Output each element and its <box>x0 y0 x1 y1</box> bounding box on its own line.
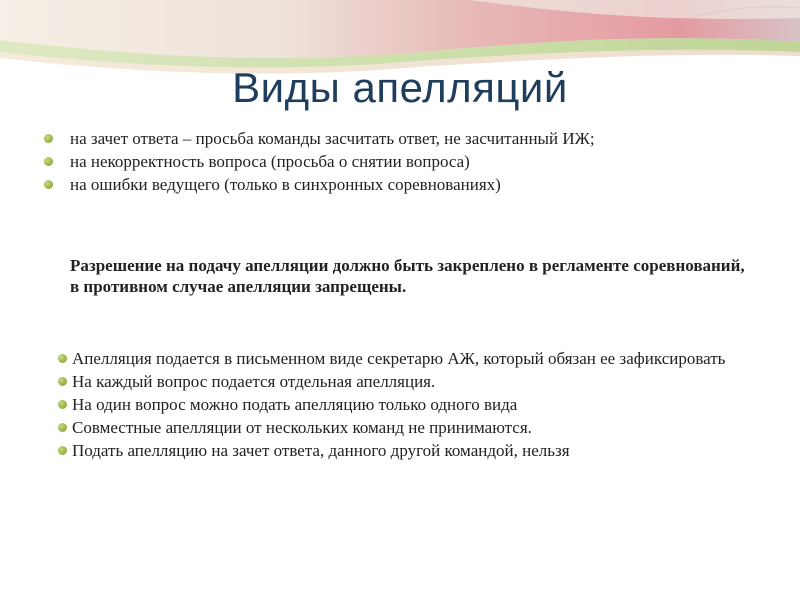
list-item-text: на некорректность вопроса (просьба о снятии вопроса) <box>70 152 470 171</box>
list-item <box>72 417 752 438</box>
list-item <box>70 128 750 149</box>
list-item-text: на ошибки ведущего (только в синхронных соревнованиях) <box>70 175 501 194</box>
list-item-text: На каждый вопрос подается отдельная апелляция. <box>72 372 436 391</box>
list-item <box>70 174 750 195</box>
appeal-rules-list <box>72 348 752 463</box>
bullet-dot-icon <box>44 180 53 189</box>
list-item <box>72 394 752 415</box>
bullet-dot-icon <box>58 354 67 363</box>
list-item-text: на зачет ответа – просьба команды засчитать ответ, не засчитанный ИЖ; <box>70 129 595 148</box>
slide-title: Виды апелляций <box>232 64 568 111</box>
bullet-dot-icon <box>58 377 67 386</box>
bullet-dot-icon <box>44 134 53 143</box>
list-item-text: Совместные апелляции от нескольких команд не принимаются. <box>72 418 532 437</box>
bullet-dot-icon <box>44 157 53 166</box>
bullet-dot-icon <box>58 423 67 432</box>
list-item <box>72 348 752 369</box>
permission-note: Разрешение на подачу апелляции должно быть закреплено в регламенте соревнований, в противном случае апелляции запрещены. <box>70 256 745 296</box>
bullet-dot-icon <box>58 446 67 455</box>
list-item-text: Апелляция подается в письменном виде секретарю АЖ, который обязан ее зафиксировать <box>72 349 726 368</box>
list-item <box>72 371 752 392</box>
list-item <box>72 440 752 461</box>
bullet-dot-icon <box>58 400 67 409</box>
list-item-text: На один вопрос можно подать апелляцию только одного вида <box>72 395 518 414</box>
appeal-types-list <box>70 128 750 197</box>
list-item-text: Подать апелляцию на зачет ответа, данного другой командой, нельзя <box>72 441 570 460</box>
list-item <box>70 151 750 172</box>
